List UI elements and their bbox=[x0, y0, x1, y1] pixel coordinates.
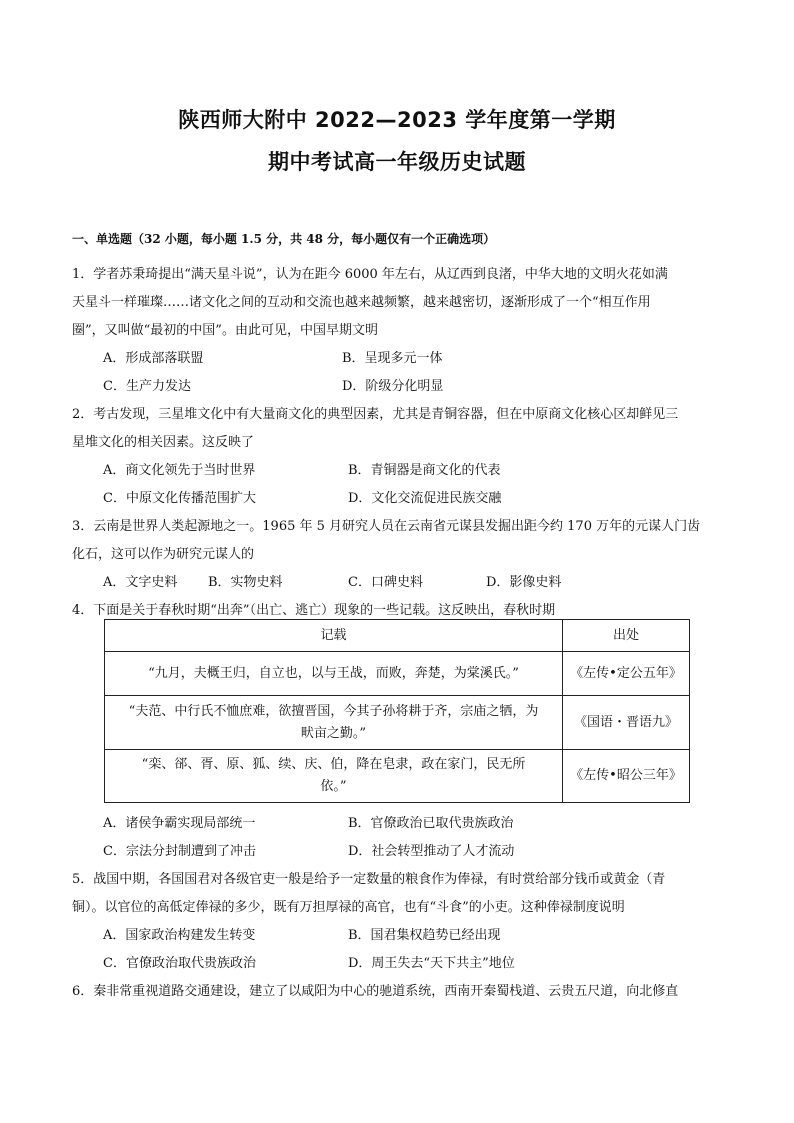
exam-title-line-2: 期中考试高一年级历史试题 bbox=[268, 150, 526, 174]
q2-option-a: A．商文化领先于当时世界 bbox=[103, 463, 256, 478]
table-cell-source: 《国语・晋语九》 bbox=[573, 714, 678, 730]
q3-option-b: B．实物史料 bbox=[208, 575, 283, 590]
table-row bbox=[105, 652, 562, 695]
q1-option-c: C．生产力发达 bbox=[103, 379, 191, 394]
q2-option-b: B．青铜器是商文化的代表 bbox=[348, 463, 501, 478]
section-heading: 一、单选题（32 小题，每小题 1.5 分，共 48 分，每小题仅有一个正确选项） bbox=[72, 232, 496, 246]
q3-option-a: A．文字史料 bbox=[103, 575, 178, 590]
table-header-source: 出处 bbox=[612, 627, 639, 643]
q4-stem-line-1: 4．下面是关于春秋时期“出奔”（出亡、逃亡）现象的一些记载。这反映出，春秋时期 bbox=[72, 603, 556, 618]
table-header-record: 记载 bbox=[320, 627, 347, 643]
q1-stem-line-1: 1．学者苏秉琦提出“满天星斗说”，认为在距今 6000 年左右，从辽西到良渚，中华大地的文明火花如满 bbox=[72, 267, 668, 282]
exam-title-line-1: 陕西师大附中 2022—2023 学年度第一学期 bbox=[178, 108, 616, 132]
q5-stem-line-1: 5．战国中期，各国国君对各级官吏一般是给予一定数量的粮食作为俸禄，有时赏给部分钱币或黄金（青 bbox=[72, 872, 666, 887]
q5-option-d: D．周王失去“天下共主”地位 bbox=[348, 956, 515, 971]
q1-stem-line-2: 天星斗一样璀璨……诸文化之间的互动和交流也越来越频繁，越来越密切，逐渐形成了一个“相互作用 bbox=[72, 295, 651, 310]
q4-option-d: D．社会转型推动了人才流动 bbox=[348, 844, 515, 859]
q1-option-d: D．阶级分化明显 bbox=[342, 379, 444, 394]
q5-option-c: C．官僚政治取代贵族政治 bbox=[103, 956, 256, 971]
table-cell-source: 《左传•昭公三年》 bbox=[570, 768, 682, 783]
q4-option-a: A．诸侯争霸实现局部统一 bbox=[103, 816, 256, 831]
table-row bbox=[105, 750, 562, 802]
q2-stem-line-1: 2．考古发现，三星堆文化中有大量商文化的典型因素，尤其是青铜容器，但在中原商文化核心区却鲜见三 bbox=[72, 407, 679, 422]
q5-option-a: A．国家政治构建发生转变 bbox=[103, 928, 256, 943]
q4-option-c: C．宗法分封制遭到了冲击 bbox=[103, 844, 256, 859]
q1-option-b: B．呈现多元一体 bbox=[342, 351, 443, 366]
table-cell-source: 《左传•定公五年》 bbox=[570, 665, 682, 681]
q3-option-d: D．影像史料 bbox=[486, 575, 562, 590]
q2-option-c: C．中原文化传播范围扩大 bbox=[103, 491, 256, 506]
q4-records-table bbox=[104, 619, 690, 803]
table-cell-record: “夫范、中行氏不恤庶难，欲擅晋国，今其子孙将耕于齐，宗庙之牺，为 bbox=[128, 703, 539, 719]
table-cell-record: “栾、郤、胥、原、狐、续、庆、伯，降在皂隶，政在家门，民无所 bbox=[141, 757, 526, 772]
q3-option-c: C．口碑史料 bbox=[348, 575, 423, 590]
table-row bbox=[105, 696, 562, 749]
q5-stem-line-2: 铜）。以官位的高低定俸禄的多少，既有万担厚禄的高官，也有“斗食”的小吏。这种俸禄制度说明 bbox=[72, 900, 625, 915]
table-cell-record-cont: 依。” bbox=[320, 779, 347, 794]
q6-stem-line-1: 6．秦非常重视道路交通建设，建立了以咸阳为中心的驰道系统，西南开秦蜀栈道、云贵五尺道，向北修直 bbox=[72, 984, 679, 999]
q3-stem-line-1: 3．云南是世界人类起源地之一。1965 年 5 月研究人员在云南省元谋县发掘出距今约 170 万年的元谋人门齿 bbox=[72, 519, 701, 534]
q3-stem-line-2: 化石，这可以作为研究元谋人的 bbox=[72, 547, 255, 562]
q4-option-b: B．官僚政治已取代贵族政治 bbox=[348, 816, 514, 831]
q5-option-b: B．国君集权趋势已经出现 bbox=[348, 928, 501, 943]
q1-stem-line-3: 圈”，又叫做“最初的中国”。由此可见，中国早期文明 bbox=[72, 323, 378, 338]
table-cell-record-cont: 畎亩之勤。” bbox=[300, 725, 367, 741]
q2-option-d: D．文化交流促进民族交融 bbox=[348, 491, 502, 506]
q1-option-a: A．形成部落联盟 bbox=[103, 351, 204, 366]
table-cell-record: “九月，夫概王归，自立也，以与王战，而败，奔楚，为棠溪氏。” bbox=[148, 665, 519, 681]
q2-stem-line-2: 星堆文化的相关因素。这反映了 bbox=[72, 435, 255, 450]
